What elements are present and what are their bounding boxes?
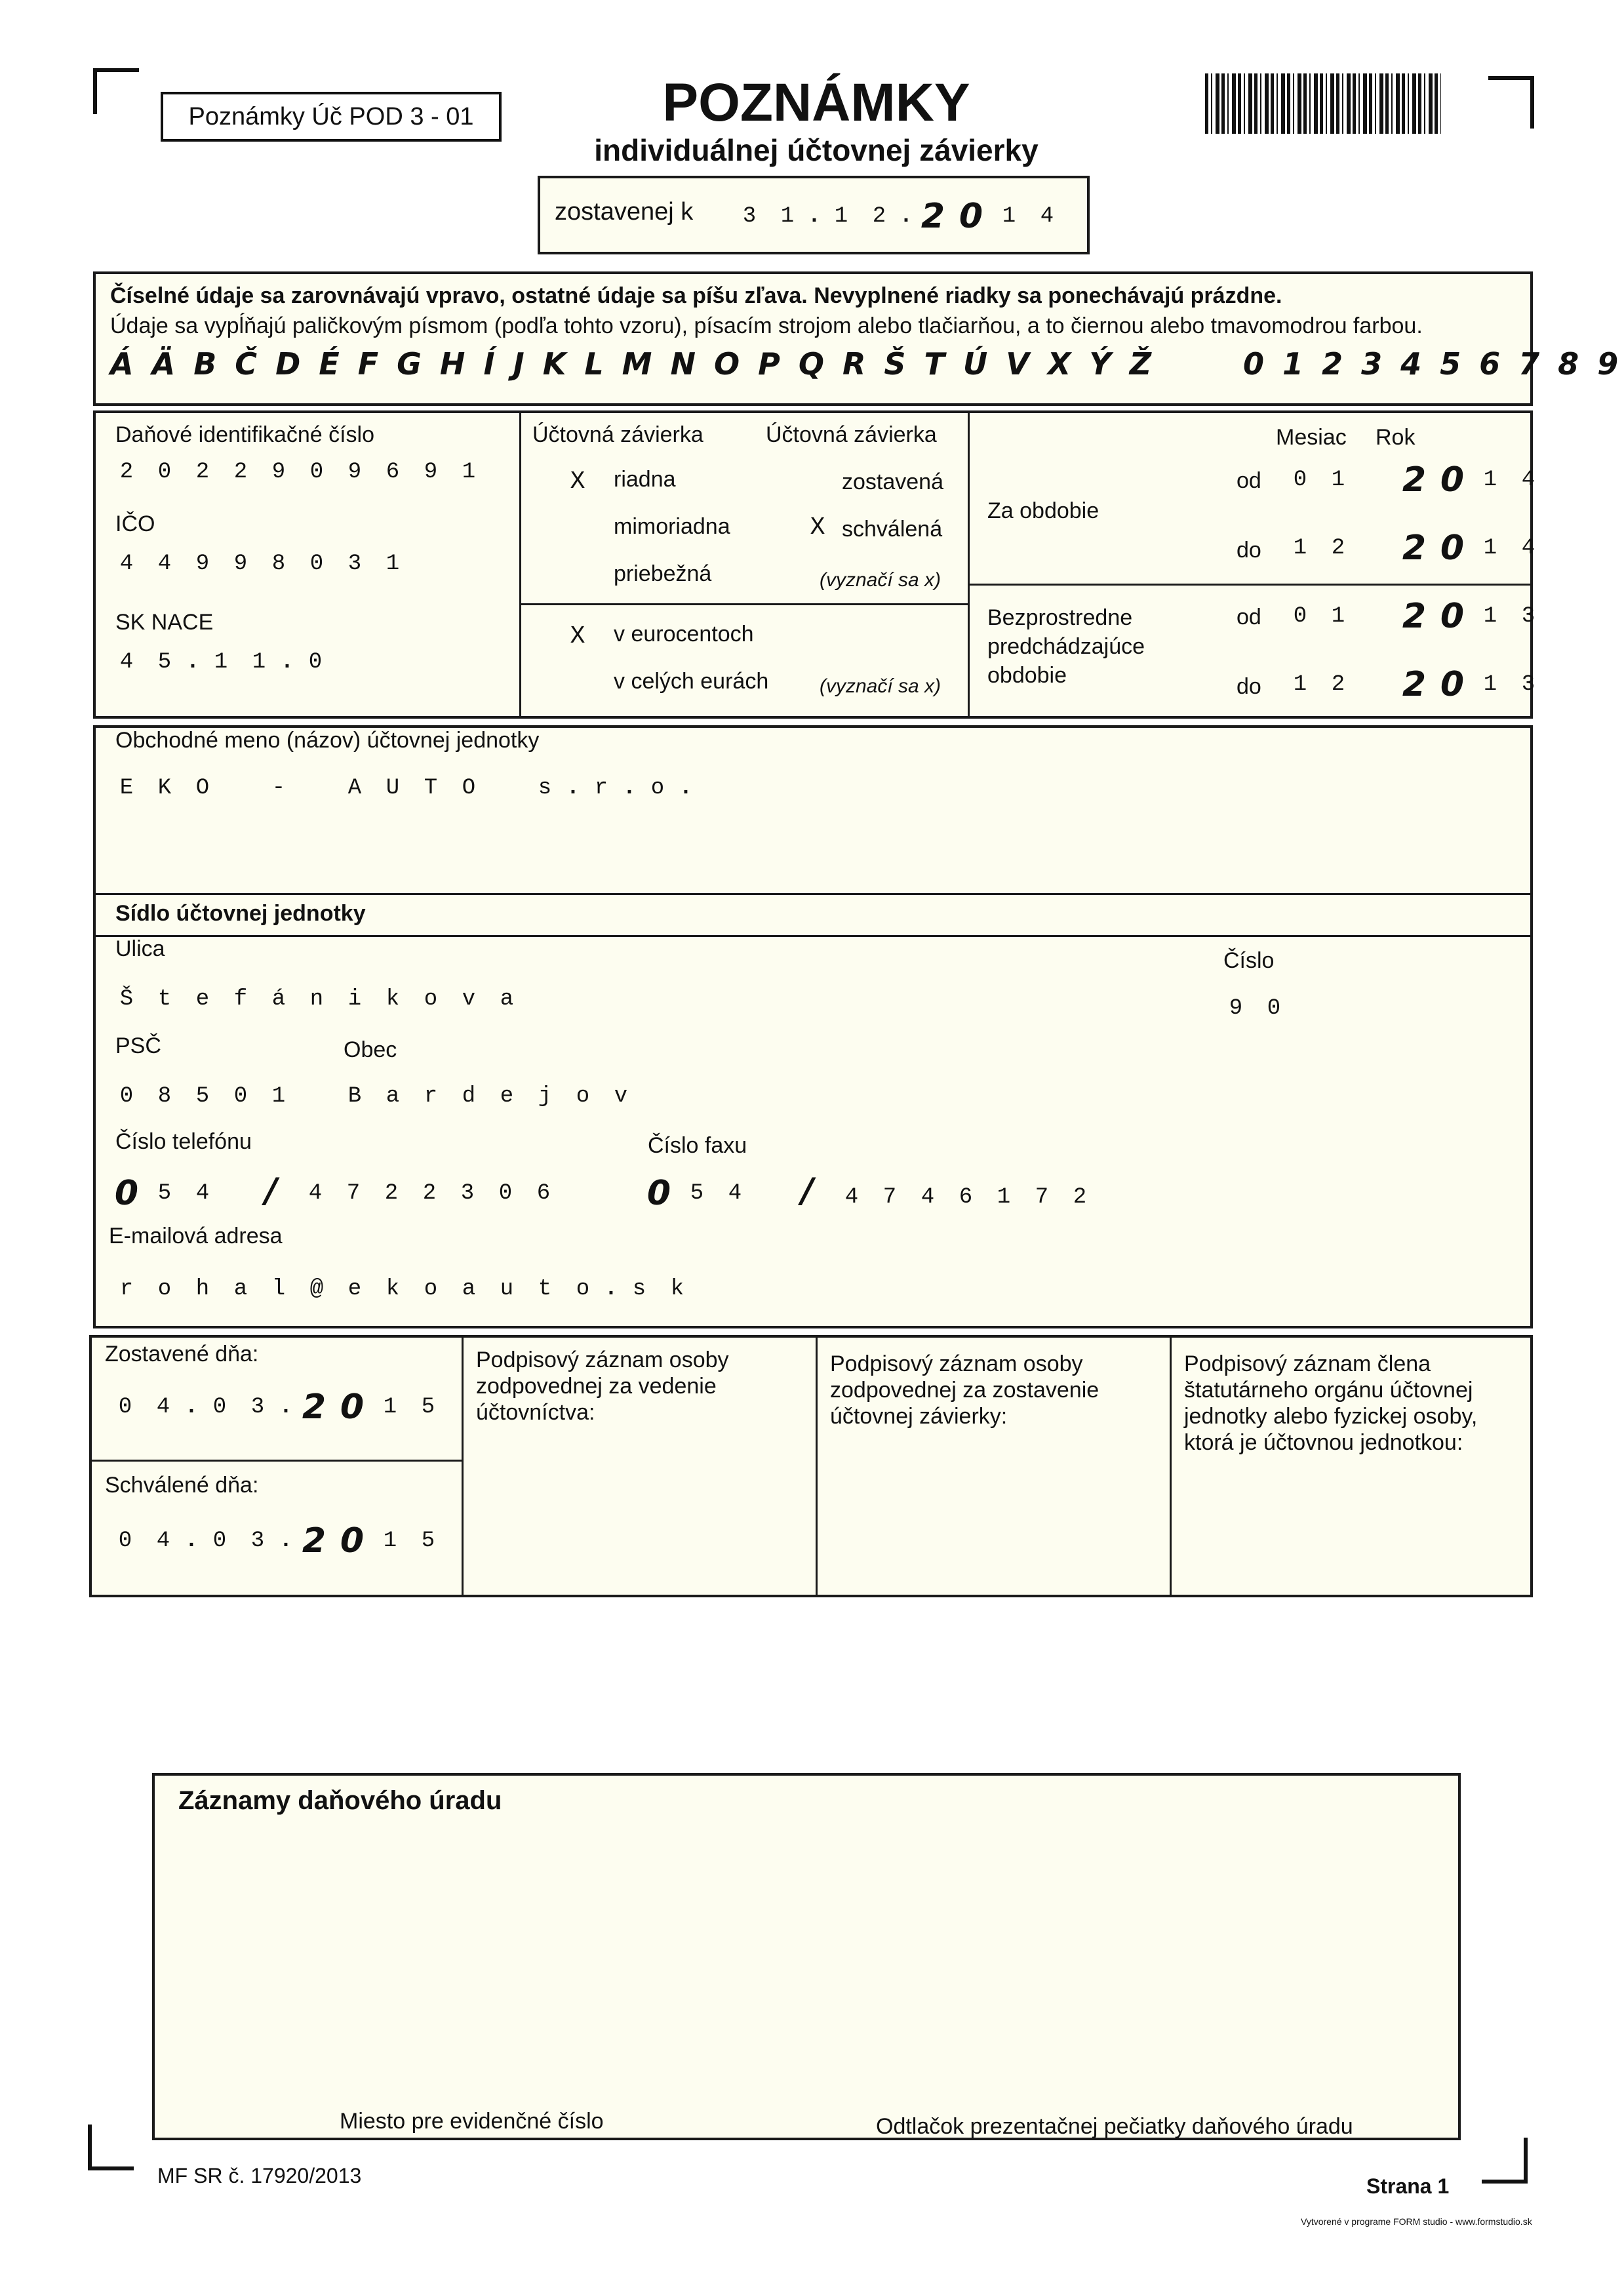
checkbox-mimoriadna[interactable] (563, 513, 593, 543)
char-cell: 2 (1331, 536, 1345, 561)
char-cell: e (195, 987, 210, 1012)
software-credit: Vytvorené v programe FORM studio - www.formstudio.sk (1301, 2216, 1532, 2227)
char-cell: 0 (309, 551, 324, 576)
char-cell: . (566, 776, 580, 801)
approved-on-label: Schválené dňa: (105, 1473, 259, 1498)
char-cell: 0 (308, 650, 323, 675)
char-cell: O (195, 776, 210, 801)
char-cell: r (594, 776, 608, 801)
char-cell: 3 (250, 1528, 265, 1553)
char-cell: 4 (1521, 468, 1535, 492)
approved-on-value (106, 1521, 447, 1561)
char-cell: s (632, 1277, 646, 1302)
char-cell (1357, 529, 1395, 568)
char-cell: . (679, 776, 693, 801)
char-cell: l (271, 1277, 286, 1302)
char-cell: . (184, 1528, 199, 1553)
previous-from (1281, 597, 1547, 636)
char-cell: 4 (119, 650, 134, 675)
char-cell: 1 (1483, 672, 1497, 697)
city-value (336, 1077, 640, 1116)
option-schvalena: schválená (842, 517, 943, 542)
char-cell: 4 (728, 1181, 742, 1206)
char-cell: v (462, 987, 476, 1012)
compiled-on-value (106, 1387, 447, 1427)
char-cell: t (538, 1277, 552, 1302)
char-cell: 3 (250, 1395, 265, 1420)
char-cell: 1 (1293, 672, 1307, 697)
char-cell: 8 (271, 551, 286, 576)
from-label: od (1237, 605, 1261, 629)
char-cell: 5 (157, 1181, 172, 1206)
mark-note: (vyznačí sa x) (820, 675, 941, 697)
current-period-label: Za obdobie (987, 498, 1099, 523)
char-cell: o (576, 1277, 590, 1302)
char-cell: f (233, 987, 248, 1012)
to-label: do (1237, 674, 1261, 699)
char-cell: 4 (1521, 536, 1535, 561)
phone-label: Číslo telefónu (115, 1129, 252, 1154)
corner-mark-top-left (93, 68, 139, 114)
char-cell: á (271, 987, 286, 1012)
ico-label: IČO (115, 511, 155, 536)
char-cell: o (424, 987, 438, 1012)
char-cell: 5 (157, 650, 172, 675)
char-cell: u (500, 1277, 514, 1302)
char-cell: 2 (119, 460, 134, 485)
char-cell: 7 (346, 1181, 361, 1206)
statement-type-label: Účtovná závierka (532, 422, 703, 447)
char-cell: 2 (1073, 1185, 1087, 1210)
fax-label: Číslo faxu (648, 1133, 747, 1158)
stamp-label: Odtlačok prezentačnej pečiatky daňového úradu (876, 2114, 1353, 2139)
char-cell (298, 768, 336, 808)
char-cell: 3 (1521, 672, 1535, 697)
char-cell: 2 (1402, 597, 1427, 636)
ico-value (108, 544, 412, 584)
date-char: 0 (959, 197, 983, 236)
statement-state-label: Účtovná závierka (766, 422, 937, 447)
char-cell: 4 (156, 1395, 170, 1420)
date-char: 4 (1040, 204, 1054, 229)
char-cell: 6 (959, 1185, 973, 1210)
char-cell: 3 (460, 1181, 475, 1206)
char-cell: 4 (921, 1185, 935, 1210)
char-cell: 1 (1483, 536, 1497, 561)
char-cell: 9 (233, 551, 248, 576)
char-cell: j (538, 1084, 552, 1109)
fax-slash: / (801, 1171, 814, 1210)
char-cell: . (604, 1277, 618, 1302)
signature-statutory: Podpisový záznam člena štatutárneho orgánu účtovnej jednotky alebo fyzickej osoby, ktorá je účtovnou jednotkou: (1184, 1351, 1478, 1455)
nace-value (108, 643, 334, 682)
identification-section (93, 410, 1533, 719)
date-char: 2 (872, 204, 886, 229)
char-cell: 2 (233, 460, 248, 485)
char-cell: 5 (690, 1181, 704, 1206)
char-cell: 1 (1331, 468, 1345, 492)
phone-prefix (108, 1174, 222, 1213)
char-cell: s (538, 776, 552, 801)
char-cell (1357, 597, 1395, 636)
char-cell: 4 (844, 1185, 859, 1210)
char-cell: o (157, 1277, 172, 1302)
char-cell: v (614, 1084, 628, 1109)
previous-period-label: Bezprostredne predchádzajúce obdobie (987, 605, 1145, 688)
tax-office-title: Záznamy daňového úradu (178, 1786, 502, 1815)
char-cell: 1 (252, 650, 266, 675)
char-cell: 0 (114, 1174, 139, 1213)
option-eurocenty: v eurocentoch (614, 622, 754, 647)
char-cell: 5 (421, 1395, 435, 1420)
char-cell: 9 (271, 460, 286, 485)
char-cell: n (309, 987, 324, 1012)
char-cell: 1 (271, 1084, 286, 1109)
char-cell: 2 (422, 1181, 437, 1206)
char-cell: 5 (421, 1528, 435, 1553)
compiled-date-box: zostavenej k 3 1 . 1 2 . 2 0 1 4 (538, 176, 1090, 254)
char-cell: 3 (1521, 604, 1535, 629)
barcode (1205, 73, 1441, 134)
year-label: Rok (1376, 425, 1416, 450)
char-cell: 4 (308, 1181, 323, 1206)
char-cell: 4 (119, 551, 134, 576)
char-cell: 2 (1402, 529, 1427, 568)
char-cell: 0 (212, 1395, 227, 1420)
option-zostavena: zostavená (842, 469, 943, 494)
checkbox-priebezna[interactable] (563, 559, 593, 589)
from-label: od (1237, 468, 1261, 493)
char-cell: h (195, 1277, 210, 1302)
char-cell: O (462, 776, 476, 801)
char-cell: 2 (1331, 672, 1345, 697)
corner-mark-bottom-left (88, 2125, 134, 2170)
char-cell: A (347, 776, 362, 801)
char-cell: 0 (340, 1521, 365, 1561)
char-cell (222, 768, 260, 808)
char-cell: 4 (157, 551, 172, 576)
number-value (1217, 989, 1293, 1028)
dic-label: Daňové identifikačné číslo (115, 422, 375, 447)
char-cell: K (157, 776, 172, 801)
char-cell: t (157, 987, 172, 1012)
char-cell: 0 (1267, 996, 1281, 1021)
date-char: 3 (742, 204, 757, 229)
signature-section (89, 1335, 1533, 1597)
city-label: Obec (344, 1037, 397, 1062)
char-cell: 1 (214, 650, 228, 675)
char-cell: 6 (536, 1181, 551, 1206)
previous-to (1281, 665, 1547, 704)
to-label: do (1237, 538, 1261, 563)
char-cell: 1 (383, 1395, 397, 1420)
char-cell: Š (119, 987, 134, 1012)
instructions-line2: Údaje sa vypĺňajú paličkovým písmom (podľa tohto vzoru), písacím strojom alebo tlačiarňou, a to čiernou alebo tmavomodrou farbou. (110, 313, 1423, 338)
date-char: 1 (780, 204, 795, 229)
char-cell: 0 (157, 460, 172, 485)
sample-digits: 0 1 2 3 4 5 6 7 8 9 (1243, 346, 1623, 382)
char-cell: . (279, 1528, 293, 1553)
char-cell: 1 (1483, 604, 1497, 629)
checkbox-schvalena[interactable]: X (810, 513, 825, 542)
char-cell: 9 (347, 460, 362, 485)
char-cell: 9 (1229, 996, 1243, 1021)
sample-letters: Á Ä B Č D É F G H Í J K L M N O P Q R Š T Ú V X Ý Ž (110, 346, 1156, 382)
char-cell: o (650, 776, 665, 801)
char-cell: k (670, 1277, 684, 1302)
char-cell: 1 (1331, 604, 1345, 629)
company-section (93, 725, 1533, 1328)
char-cell: k (386, 987, 400, 1012)
char-cell: 0 (1440, 529, 1465, 568)
char-cell: 2 (1402, 460, 1427, 500)
char-cell: e (347, 1277, 362, 1302)
char-cell: 4 (195, 1181, 210, 1206)
form-code: Poznámky Úč POD 3 - 01 (161, 92, 502, 142)
char-cell: - (271, 776, 286, 801)
checkbox-eurocenty[interactable]: X (570, 622, 585, 650)
option-cele-eura: v celých eurách (614, 669, 769, 694)
company-name-label: Obchodné meno (názov) účtovnej jednotky (115, 728, 540, 753)
char-cell: 0 (340, 1387, 365, 1427)
zip-value (108, 1077, 298, 1116)
dic-value (108, 452, 488, 492)
char-cell: 7 (882, 1185, 897, 1210)
char-cell: 8 (157, 1084, 172, 1109)
char-cell: 1 (462, 460, 476, 485)
char-cell: 9 (195, 551, 210, 576)
phone-value (296, 1174, 563, 1213)
char-cell: a (386, 1084, 400, 1109)
month-label: Mesiac (1276, 425, 1347, 450)
char-cell: . (279, 1395, 293, 1420)
char-cell (488, 768, 526, 808)
char-cell: a (233, 1277, 248, 1302)
number-label: Číslo (1223, 948, 1275, 973)
char-cell: . (186, 650, 200, 675)
char-cell: 1 (1293, 536, 1307, 561)
char-cell: 2 (384, 1181, 399, 1206)
seat-label: Sídlo účtovnej jednotky (115, 901, 366, 926)
corner-mark-bottom-right (1482, 2138, 1528, 2184)
char-cell: 1 (1483, 468, 1497, 492)
mark-note: (vyznačí sa x) (820, 569, 941, 591)
char-cell: U (386, 776, 400, 801)
checkbox-zostavena[interactable] (802, 467, 833, 497)
char-cell: . (622, 776, 637, 801)
char-cell: 0 (309, 460, 324, 485)
instructions-line1: Číselné údaje sa zarovnávajú vpravo, ostatné údaje sa píšu zľava. Nevyplnené riadky sa ponechávajú prázdne. (110, 283, 1282, 308)
char-cell: B (347, 1084, 362, 1109)
email-label: E-mailová adresa (109, 1224, 283, 1248)
char-cell: 1 (386, 551, 400, 576)
fax-prefix (640, 1174, 754, 1213)
char-cell: 0 (1440, 597, 1465, 636)
current-from (1281, 460, 1547, 500)
char-cell: a (500, 987, 514, 1012)
char-cell: 3 (347, 551, 362, 576)
char-cell: 4 (156, 1528, 170, 1553)
char-cell: . (280, 650, 294, 675)
date-char: 2 (921, 197, 945, 236)
ministry-number: MF SR č. 17920/2013 (157, 2164, 362, 2187)
street-label: Ulica (115, 936, 165, 961)
char-cell: i (347, 987, 362, 1012)
char-cell: 0 (118, 1395, 132, 1420)
char-cell: k (386, 1277, 400, 1302)
page-number: Strana 1 (1366, 2174, 1450, 2198)
char-cell: 7 (1035, 1185, 1049, 1210)
char-cell (1357, 665, 1395, 704)
char-cell: 5 (195, 1084, 210, 1109)
fax-value (833, 1178, 1099, 1217)
char-cell: 2 (1402, 665, 1427, 704)
street-value (108, 980, 526, 1019)
phone-slash: / (265, 1171, 277, 1210)
char-cell: r (119, 1277, 134, 1302)
evidence-number-label: Miesto pre evidenčné číslo (340, 2109, 604, 2134)
zip-label: PSČ (115, 1033, 161, 1058)
char-cell: 0 (212, 1528, 227, 1553)
char-cell: 0 (498, 1181, 513, 1206)
option-priebezna: priebežná (614, 561, 712, 586)
char-cell: d (462, 1084, 476, 1109)
char-cell: 0 (118, 1528, 132, 1553)
signature-accounting: Podpisový záznam osoby zodpovednej za vedenie účtovníctva: (476, 1347, 729, 1425)
char-cell: 0 (119, 1084, 134, 1109)
char-cell: @ (309, 1277, 324, 1302)
char-cell: o (424, 1277, 438, 1302)
checkbox-cele-eura[interactable] (563, 668, 593, 698)
char-cell: 2 (302, 1521, 327, 1561)
char-cell: 0 (1440, 665, 1465, 704)
char-cell: 0 (1293, 468, 1307, 492)
instructions-box (93, 271, 1623, 406)
char-cell: 0 (1440, 460, 1465, 500)
nace-label: SK NACE (115, 610, 214, 635)
char-cell (1357, 460, 1395, 500)
char-cell: o (576, 1084, 590, 1109)
page-title: POZNÁMKY (662, 73, 970, 132)
company-name-value (108, 768, 695, 808)
compiled-on-label: Zostavené dňa: (105, 1342, 259, 1367)
char-cell: T (424, 776, 438, 801)
char-cell: 0 (646, 1174, 671, 1213)
char-cell: 0 (233, 1084, 248, 1109)
checkbox-riadna[interactable]: X (570, 468, 585, 496)
tax-office-section (152, 1773, 1461, 2140)
char-cell: e (500, 1084, 514, 1109)
char-cell: . (184, 1395, 199, 1420)
char-cell: r (424, 1084, 438, 1109)
date-char: 1 (834, 204, 848, 229)
current-to (1281, 529, 1547, 568)
char-cell: 2 (302, 1387, 327, 1427)
page-subtitle: individuálnej účtovnej závierky (594, 133, 1039, 167)
option-riadna: riadna (614, 467, 676, 492)
signature-statement: Podpisový záznam osoby zodpovednej za zostavenie účtovnej závierky: (830, 1351, 1099, 1429)
char-cell: 9 (424, 460, 438, 485)
email-value (108, 1269, 696, 1309)
char-cell: 2 (195, 460, 210, 485)
corner-mark-top-right (1488, 76, 1534, 129)
date-char: 1 (1002, 204, 1016, 229)
char-cell: a (462, 1277, 476, 1302)
char-cell: 1 (997, 1185, 1011, 1210)
char-cell: 0 (1293, 604, 1307, 629)
char-cell: E (119, 776, 134, 801)
char-cell: 1 (383, 1528, 397, 1553)
char-cell: 6 (386, 460, 400, 485)
option-mimoriadna: mimoriadna (614, 514, 730, 539)
